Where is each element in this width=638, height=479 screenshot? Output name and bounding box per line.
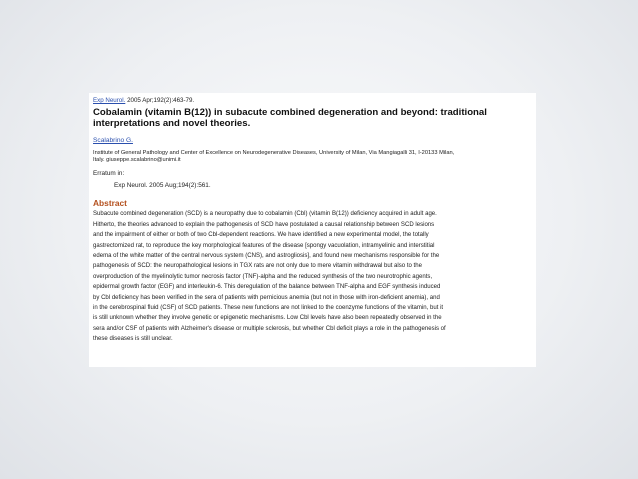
abstract-line: Subacute combined degeneration (SCD) is a neuropathy due to cobalamin (Cbl) (vitamin B(12)) deficiency acquired in adult age. [93, 211, 437, 218]
erratum-label: Erratum in: [93, 170, 125, 178]
abstract-screenshot-card [89, 93, 536, 367]
abstract-line: is still unknown whether they involve genetic or epigenetic mechanisms. Low Cbl levels have also been repeatedly observed in the [93, 315, 442, 322]
abstract-line: epidermal growth factor (EGF) and interleukin-6. This deregulation of the balance between TNF-alpha and EGF synthesis induced [93, 284, 441, 291]
abstract-text [93, 209, 536, 344]
abstract-line: Hitherto, the theories advanced to explain the pathogenesis of SCD have postulated a causal relationship between SCD lesions [93, 221, 435, 228]
abstract-line: overproduction of the myelinolytic tumor necrosis factor (TNF)-alpha and the reduced synthesis of the two neurotrophic agents, [93, 273, 433, 280]
article-title [93, 107, 533, 129]
abstract-line: edema of the white matter of the central nervous system (CNS), and astrogliosis], and found new mechanisms responsible for the [93, 253, 440, 260]
title-line: Cobalamin (vitamin B(12)) in subacute combined degeneration and beyond: traditional [93, 107, 487, 118]
abstract-line: these diseases is still unclear. [93, 336, 173, 343]
abstract-line: sera and/or CSF of patients with Alzheimer's disease or multiple sclerosis, but whether Cbl deficit plays a role in the pathogenesis of [93, 325, 446, 332]
abstract-line: gastrectomized rat, to reproduce the key morphological features of the disease [spongy vacuolation, intramyelinic and interstitial [93, 242, 435, 249]
author-link[interactable]: Scalabrino G. [93, 137, 133, 144]
title-line: interpretations and novel theories. [93, 118, 251, 129]
abstract-line: pathogenesis of SCD: the neuropathological lesions in TGX rats are not only due to mere vitamin withdrawal but also to the [93, 263, 422, 270]
abstract-line: and the impairment of either or both of two Cbl-dependent reactions. We have identified a new experimental model, the totally [93, 232, 429, 239]
pubmed-record [89, 93, 536, 345]
erratum-reference: Exp Neurol. 2005 Aug;194(2):561. [114, 182, 211, 190]
citation-line [93, 97, 536, 105]
abstract-heading: Abstract [93, 198, 127, 209]
affiliation-line: Institute of General Pathology and Center of Excellence on Neurodegenerative Diseases, University of Milan, Via Mangiagalli 31, I-20133 Milan, [93, 150, 455, 156]
journal-link[interactable]: Exp Neurol. [93, 97, 126, 104]
affiliation [93, 150, 536, 164]
citation-details: 2005 Apr;192(2):463-79. [127, 97, 195, 104]
affiliation-line: Italy. giuseppe.scalabrino@unimi.it [93, 157, 181, 164]
abstract-line: by Cbl deficiency has been verified in the sera of patients with pernicious anemia (but not in those with iron-deficient anemia), and [93, 294, 440, 301]
abstract-line: in the cerebrospinal fluid (CSF) of SCD patients. These new functions are not linked to the coenzyme functions of the vitamin, but it [93, 305, 444, 312]
